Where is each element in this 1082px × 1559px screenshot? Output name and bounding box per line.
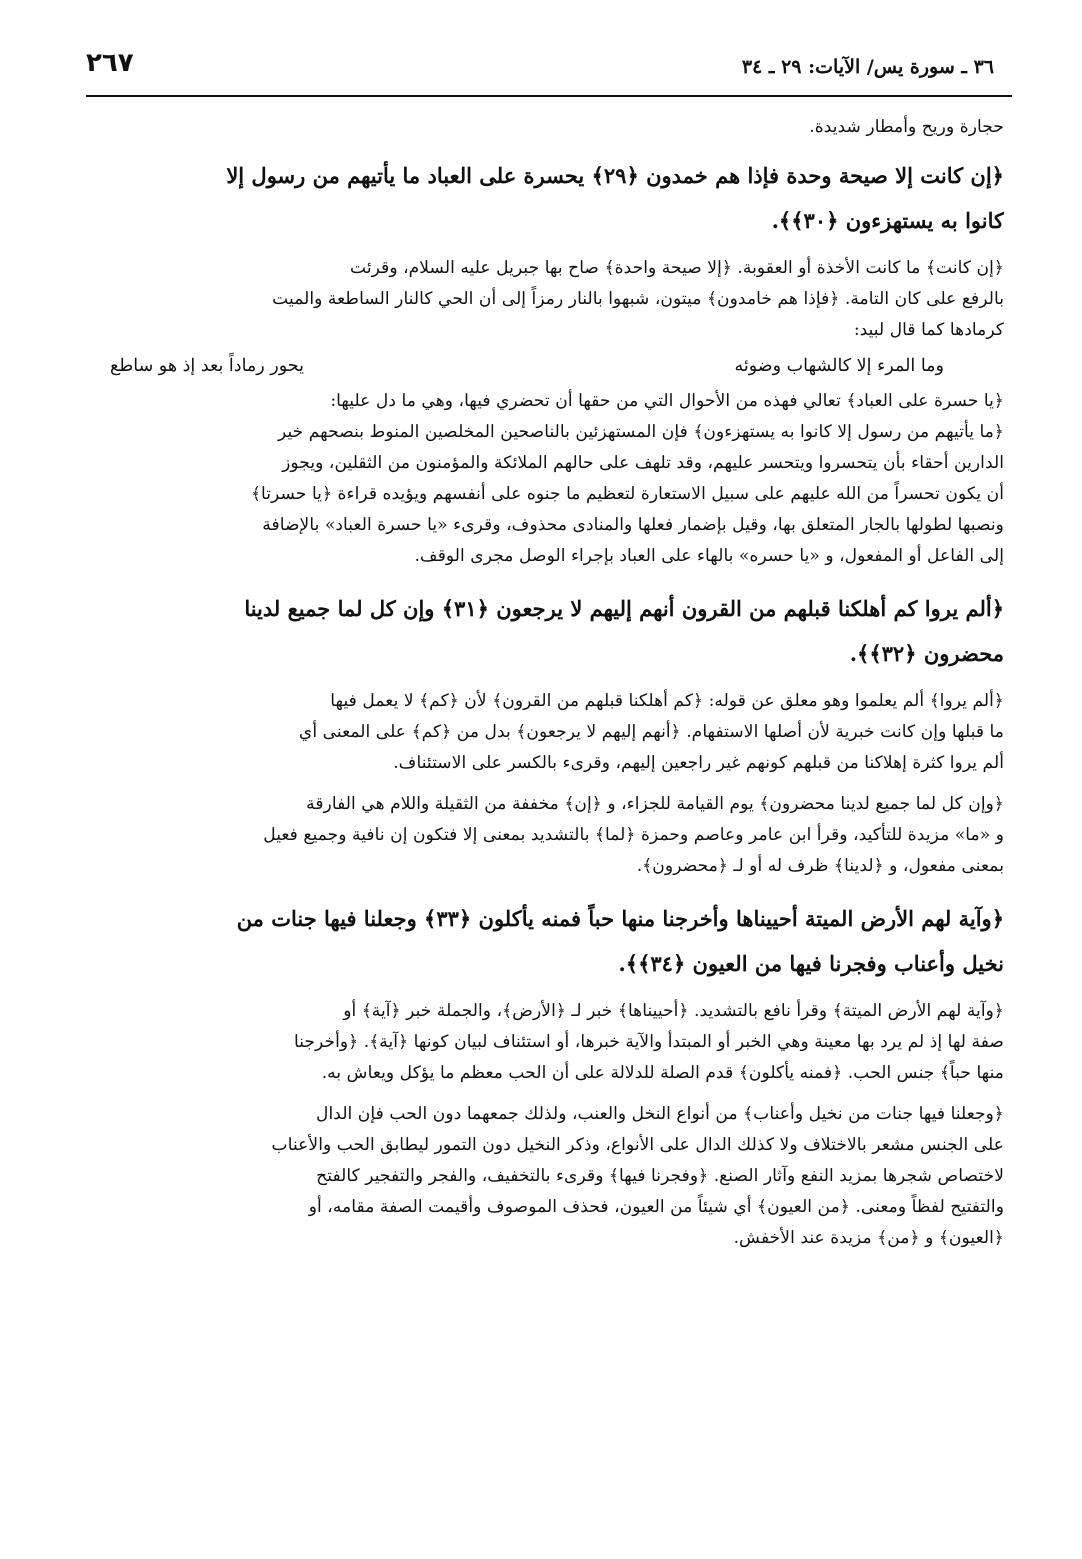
paragraph — [70, 253, 1004, 346]
text-line: الدارين أحقاء بأن يتحسروا ويتحسر عليهم، وقد تلهف على حالهم الملائكة والمؤمنون من الثقلين، ويجوز — [282, 453, 1004, 473]
text-line: ﴿يا حسرة على العباد﴾ تعالي فهذه من الأحوال التي من حقها أن تحضري فيها، وهي ما دل عليها: — [330, 391, 1004, 411]
page-header — [86, 46, 994, 88]
verse-line: كانوا به يستهزءون ﴿٣٠﴾﴾. — [771, 208, 1004, 233]
text-line: ﴿ألم يروا﴾ ألم يعلموا وهو معلق عن قوله: ﴿كم أهلكنا قبلهم من القرون﴾ لأن ﴿كم﴾ لا يعمل فيها — [330, 691, 1004, 711]
quran-verse — [70, 586, 1004, 676]
paragraph — [70, 996, 1004, 1089]
text-line: لاختصاص شجرها بمزيد النفع وآثار الصنع. ﴿وفجرنا فيها﴾ وقرىء بالتخفيف، والفجر والتفجير كالفتح — [316, 1166, 1004, 1186]
text-line: ﴿إن كانت﴾ ما كانت الأخذة أو العقوبة. ﴿إلا صيحة واحدة﴾ صاح بها جبريل عليه السلام، وقرئت — [349, 258, 1004, 278]
paragraph — [70, 686, 1004, 779]
text-line: ﴿وإن كل لما جميع لدينا محضرون﴾ يوم القيامة للجزاء، و ﴿إن﴾ مخففة من الثقيلة واللام هي الفارقة — [306, 794, 1004, 814]
verse-line: ﴿ألم يروا كم أهلكنا قبلهم من القرون أنهم إليهم لا يرجعون ﴿٣١﴾ وإن كل لما جميع لدينا — [244, 596, 1004, 621]
text-line: إلى الفاعل أو المفعول، و «يا حسره» بالهاء على العباد بإجراء الوصل مجرى الوقف. — [414, 546, 1004, 566]
text-line: صفة لها إذ لم يرد بها معينة وهي الخبر أو المبتدأ والآية خبرها، أو استئناف لبيان كونها ﴿آية﴾. ﴿وأخرجنا — [294, 1032, 1004, 1052]
quran-verse — [70, 896, 1004, 986]
text-line: على الجنس مشعر بالاختلاف ولا كذلك الدال على الأنواع، وذكر النخيل دون التمور ليطابق الحب والأعناب — [271, 1135, 1004, 1155]
poetry-hemistich-second: يحور رماداً بعد إذ هو ساطع — [110, 356, 304, 376]
text-line: بالرفع على كان التامة. ﴿فإذا هم خامدون﴾ ميتون، شبهوا بالنار رمزاً إلى أن الحي كالنار الساطعة والميت — [272, 289, 1004, 309]
verse-line: نخيل وأعناب وفجرنا فيها من العيون ﴿٣٤﴾﴾. — [618, 951, 1004, 976]
poetry-verse — [70, 346, 1004, 386]
paragraph — [70, 1099, 1004, 1254]
text-line: حجارة وريح وأمطار شديدة. — [809, 117, 1004, 137]
text-line: أن يكون تحسراً من الله عليهم على سبيل الاستعارة لتعظيم ما جنوه على أنفسهم ويؤيده قراءة ﴿يا حسرتا﴾ — [250, 484, 1004, 504]
text-line: ﴿وجعلنا فيها جنات من نخيل وأعناب﴾ من أنواع النخل والعنب، ولذلك جمعهما دون الحب فإن الدال — [316, 1104, 1004, 1124]
poetry-hemistich-first: وما المرء إلا كالشهاب وضوئه — [734, 356, 944, 376]
quran-verse — [70, 153, 1004, 243]
verse-line: ﴿إن كانت إلا صيحة وحدة فإذا هم خمدون ﴿٢٩﴾ يحسرة على العباد ما يأتيهم من رسول إلا — [226, 163, 1004, 188]
paragraph — [70, 789, 1004, 882]
page-number: ٢٦٧ — [86, 48, 134, 78]
text-line: ﴿وآية لهم الأرض الميتة﴾ وقرأ نافع بالتشديد. ﴿أحييناها﴾ خبر لـ ﴿الأرض﴾، والجملة خبر ﴿آية﴾ أو — [343, 1001, 1004, 1021]
text-line: ﴿العيون﴾ و ﴿من﴾ مزيدة عند الأخفش. — [733, 1228, 1004, 1248]
page-body — [70, 112, 1004, 1254]
text-line: والتفتيح لفظاً ومعنى. ﴿من العيون﴾ أي شيئاً من العيون، فحذف الموصوف وأقيمت الصفة مقامه، أو — [308, 1197, 1004, 1217]
text-line: بمعنى مفعول، و ﴿لدينا﴾ ظرف له أو لـ ﴿محضرون﴾. — [636, 856, 1004, 876]
text-line: ما قبلها وإن كانت خبرية لأن أصلها الاستفهام. ﴿أنهم إليهم لا يرجعون﴾ بدل من ﴿كم﴾ على المعنى أي — [298, 722, 1004, 742]
text-line: منها حباً﴾ جنس الحب. ﴿فمنه يأكلون﴾ قدم الصلة للدلالة على أن الحب معظم ما يؤكل ويعاش به. — [321, 1063, 1004, 1083]
verse-line: ﴿وآية لهم الأرض الميتة أحييناها وأخرجنا منها حباً فمنه يأكلون ﴿٣٣﴾ وجعلنا فيها جنات من — [236, 906, 1004, 931]
paragraph — [70, 112, 1004, 143]
text-line: ونصبها لطولها بالجار المتعلق بها، وقيل بإضمار فعلها والمنادى محذوف، وقرىء «يا حسرة العباد» بالإضافة — [262, 515, 1004, 535]
text-line: ألم يروا كثرة إهلاكنا من قبلهم كونهم غير راجعين إليهم، وقرىء بالكسر على الاستئناف. — [393, 753, 1004, 773]
text-line: كرمادها كما قال لبيد: — [853, 320, 1004, 340]
text-line: و «ما» مزيدة للتأكيد، وقرأ ابن عامر وعاصم وحمزة ﴿لما﴾ بالتشديد بمعنى إلا فتكون إن نافية وجميع فعيل — [263, 825, 1004, 845]
running-head: ٣٦ ـ سورة يس/ الآيات: ٢٩ ـ ٣٤ — [741, 56, 994, 78]
paragraph — [70, 386, 1004, 572]
header-rule — [86, 95, 1012, 97]
verse-line: محضرون ﴿٣٢﴾﴾. — [849, 641, 1004, 666]
text-line: ﴿ما يأتيهم من رسول إلا كانوا به يستهزءون﴾ فإن المستهزئين بالناصحين المخلصين المنوط بنصحهم خير — [277, 422, 1004, 442]
